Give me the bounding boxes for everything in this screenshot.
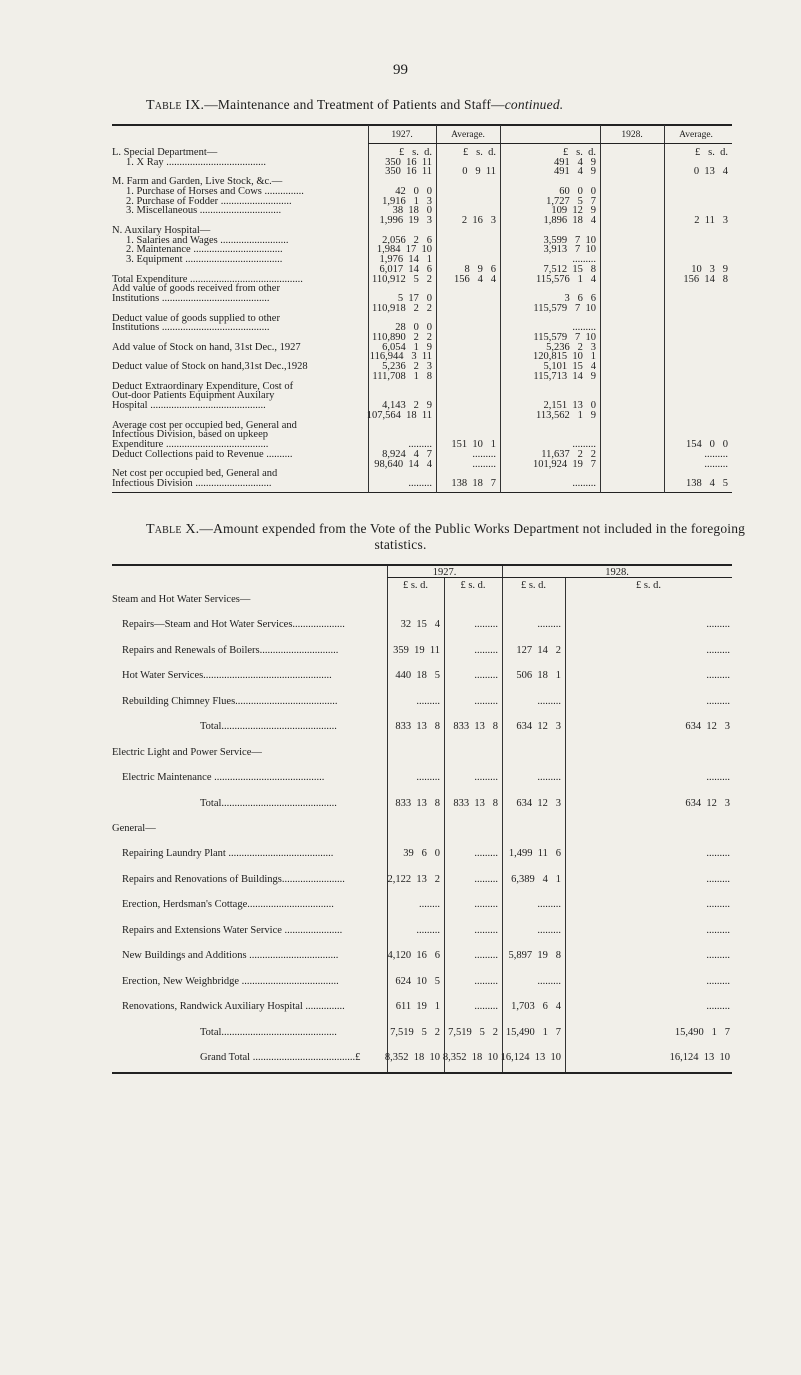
table10-cell-c3: 5,897 19 8 [508,950,561,962]
table9-row-label: Average cost per occupied bed, General and [112,419,297,431]
table9-cell-c3: 3,599 7 10 [543,234,596,246]
table10-row-label: Total............................................ [200,721,337,733]
table10-cell-c4: ......... [706,772,730,784]
table9-cell-c1: 1,916 1 3 [382,195,432,207]
table10-cell-c2: ......... [474,899,498,911]
table10-cell-c1: ......... [416,924,440,936]
table9-row-label: Deduct value of goods supplied to other [112,312,280,324]
table10-cell-c2: ......... [474,772,498,784]
table10-cell-c1: 32 15 4 [400,619,440,631]
table10-cell-c1: 7,519 5 2 [390,1026,440,1038]
table9-header-average: Average. [451,130,485,140]
table9-cell-c3: 109 12 9 [551,205,596,217]
table9-row-label: Add value of goods received from other [112,283,280,295]
table10-caption-prefix: Table X. [146,522,200,537]
table9-cell-c3: 101,924 19 7 [533,458,596,470]
table10-cell-c4: ......... [706,670,730,682]
table9-cell-c3: 115,713 14 9 [533,370,596,382]
table10-row-label: General— [112,823,156,834]
table9-cell-c1: ......... [408,439,432,451]
table10-currency-header: £ s. d. [520,580,547,591]
table9-row-label: 1. Salaries and Wages .......................... [126,234,289,246]
table9-cell-c3: 115,576 1 4 [536,273,596,285]
table9-cell-c4: 156 14 8 [683,273,728,285]
table9-row-label: 3. Miscellaneous ............................... [126,205,282,217]
table9-cell-c1: 350 16 11 [385,156,432,168]
table9-cell-c3: 491 4 9 [554,166,596,178]
table9-cell-c1: 110,890 2 2 [372,331,432,343]
table9-cell-c2: ......... [472,458,496,470]
table10-cell-c3: 127 14 2 [516,644,561,656]
table10-row-label: Steam and Hot Water Services— [112,594,251,605]
table10-cell-c4: ......... [706,899,730,911]
table9-cell-c3: ......... [572,439,596,451]
table9-cell-c3: 491 4 9 [554,156,596,168]
table9-header-1927: 1927. [391,130,413,140]
table10-row-label: Electric Light and Power Service— [112,746,262,758]
table10-row-label: Grand Total .......................................£ [200,1052,361,1063]
table10-cell-c4: ......... [706,950,730,962]
table10-cell-c4: 16,124 13 10 [669,1052,730,1063]
table9-cell-c3: 1,896 18 4 [543,215,596,227]
table9-row-label: Infectious Division, based on upkeep [112,429,269,441]
table10-caption-line2: statistics. [374,537,427,552]
table10-cell-c1: ........ [419,899,440,911]
table10-cell-c4: ......... [706,619,730,631]
table9-cell-c3: ......... [572,478,596,489]
table9-row-label: 2. Purchase of Fodder ........................... [126,195,292,207]
table10-col-divider [387,566,388,1072]
table9-row-label: 1. X Ray ...................................... [126,156,266,168]
table9-row-label: Total Expenditure ........................................... [112,273,303,285]
table10-cell-c4: ......... [706,924,730,936]
table9-cell-c4: 154 0 0 [686,439,728,451]
table9-cell-c4: 138 4 5 [686,478,728,489]
table10-cell-c1: 4,120 16 6 [387,950,440,962]
table10-row-label: Electric Maintenance .......................................... [122,772,325,784]
table10-caption [146,521,745,538]
table9-cell-c3: 115,579 7 10 [533,302,596,314]
table9-cell-c2: 0 9 11 [462,166,496,178]
table9-cell-c1: £ s. d. [399,147,432,158]
table10-cell-c4: ......... [706,975,730,987]
table9-col-divider [664,125,665,493]
table10-cell-c4: 634 12 3 [685,797,730,809]
table9-cell-c1: 350 16 11 [385,166,432,178]
table9-header-rule [368,143,732,144]
table10-row-label: Total............................................ [200,797,337,809]
table10-row-label: Erection, New Weighbridge ..................................... [122,975,339,987]
table9-row-label: Out-door Patients Equipment Auxilary [112,390,275,402]
table9-row-label: N. Auxilary Hospital— [112,224,211,236]
table10-cell-c2: 833 13 8 [453,797,498,809]
table9-cell-c1: 5 17 0 [397,293,432,305]
table10-bottom-rule [112,1072,732,1074]
table9-cell-c2: 151 10 1 [451,439,496,451]
table10-cell-c2: ......... [474,975,498,987]
table10-col-divider [565,578,566,1072]
table9-cell-c1: 28 0 0 [395,322,432,334]
table10-header-1927: 1927. [432,567,457,578]
table10-cell-c3: 15,490 1 7 [505,1026,561,1038]
table9-row-label: Hospital ............................................ [112,400,266,412]
table9-cell-c3: 1,727 5 7 [546,195,596,207]
table9-caption-main: —Maintenance and Treatment of Patients and Staff— [204,97,505,112]
table9-bottom-rule [112,492,732,493]
table9-cell-c3: 2,151 13 0 [543,400,596,412]
table9-cell-c3: 11,637 2 2 [541,448,596,460]
table10-cell-c4: 15,490 1 7 [674,1026,730,1038]
table9-cell-c2: £ s. d. [463,147,496,158]
table9-header-average: Average. [679,130,713,140]
table10-cell-c4: ......... [706,848,730,860]
table10-row-label: Rebuilding Chimney Flues....................................... [122,695,338,707]
table10-col-divider [502,566,503,1072]
table10-cell-c4: ......... [706,695,730,707]
table10-row-label: Total............................................ [200,1026,337,1038]
table10-cell-c2: ......... [474,670,498,682]
table9-cell-c4: 10 3 9 [691,263,728,275]
table10-row-label: Repairs and Renewals of Boilers.............................. [122,644,339,656]
table9-cell-c1: 2,056 2 6 [382,234,432,246]
table9-col-divider [500,125,501,493]
table10-cell-c1: 440 18 5 [395,670,440,682]
table9-cell-c1: 1,984 17 10 [376,244,432,256]
table10-row-label: Repairing Laundry Plant ........................................ [122,848,334,860]
table9-cell-c2: ......... [472,448,496,460]
table9-row-label: M. Farm and Garden, Live Stock, &c.— [112,176,283,188]
table10-cell-c3: ......... [537,619,561,631]
table10-cell-c1: 611 19 1 [395,1001,440,1013]
table10-currency-header: £ s. d. [402,580,429,591]
table10-caption-main: —Amount expended from the Vote of the Public Works Department not included in the foregoing [199,521,746,536]
table9-cell-c1: 8,924 4 7 [382,448,432,460]
table10-cell-c2: ......... [474,695,498,707]
table9-cell-c3: ......... [572,254,596,266]
table10-cell-c3: 1,703 6 4 [511,1001,561,1013]
table9-cell-c4: 0 13 4 [693,166,728,178]
table10-row-label: Erection, Herdsman's Cottage................................. [122,899,334,911]
table9-cell-c3: 115,579 7 10 [533,331,596,343]
table10-cell-c1: ......... [416,695,440,707]
table10-cell-c3: ......... [537,899,561,911]
table10-cell-c1: ......... [416,772,440,784]
table9-col-divider [436,125,437,493]
table9-cell-c3: 113,562 1 9 [536,409,596,421]
table9-header-1928: 1928. [621,130,643,140]
table9-cell-c1: 110,918 2 2 [372,302,432,314]
table10-cell-c4: ......... [706,644,730,656]
table9-caption-prefix: Table IX. [146,98,205,113]
table9-cell-c1: 110,912 5 2 [372,273,432,285]
table10-cell-c3: 16,124 13 10 [500,1052,561,1063]
table9-cell-c1: 4,143 2 9 [382,400,432,412]
table10-cell-c3: 6,389 4 1 [511,873,561,885]
table10-cell-c2: 7,519 5 2 [448,1026,498,1038]
table9-cell-c3: 7,512 15 8 [543,263,596,275]
table9-top-rule [112,124,732,126]
table9-cell-c2: 8 9 6 [464,263,496,275]
table10-cell-c2: ......... [474,950,498,962]
table9-cell-c1: 5,236 2 3 [382,361,432,373]
table10-cell-c2: ......... [474,619,498,631]
table9-cell-c1: 1,976 14 1 [379,254,432,266]
table10-cell-c3: ......... [537,975,561,987]
table9-caption [146,97,563,114]
table10-cell-c1: 833 13 8 [395,721,440,733]
table10-cell-c3: ......... [537,772,561,784]
table9-cell-c1: 116,944 3 11 [369,351,432,363]
table10-cell-c1: 624 10 5 [395,975,440,987]
table10-row-label: Repairs and Renovations of Buildings........................ [122,873,345,885]
table9-cell-c1: 1,996 19 3 [379,215,432,227]
table10-currency-header: £ s. d. [635,580,662,591]
table10-cell-c3: 634 12 3 [516,797,561,809]
table10-cell-c2: ......... [474,1001,498,1013]
table9-cell-c2: 2 16 3 [461,215,496,227]
table10-cell-c4: ......... [706,1001,730,1013]
table9-row-label: Add value of Stock on hand, 31st Dec., 1927 [112,341,301,353]
table9-row-label: Expenditure ....................................... [112,439,269,451]
table9-row-label: Deduct value of Stock on hand,31st Dec.,1928 [112,361,308,373]
table10-cell-c3: 506 18 1 [516,670,561,682]
table9-row-label: Deduct Extraordinary Expenditure, Cost of [112,380,294,392]
table9-cell-c3: ......... [572,322,596,334]
table10-cell-c4: ......... [706,873,730,885]
table9-row-label: Deduct Collections paid to Revenue .......... [112,448,293,460]
table9-cell-c3: 5,236 2 3 [546,341,596,353]
table9-cell-c2: 156 4 4 [454,273,496,285]
table9-row-label: Institutions ......................................... [112,293,270,305]
table10-cell-c1: 833 13 8 [395,797,440,809]
table10-cell-c2: ......... [474,873,498,885]
table10-cell-c3: ......... [537,924,561,936]
table10-row-label: Renovations, Randwick Auxiliary Hospital ............... [122,1001,345,1013]
table10-cell-c2: 833 13 8 [453,721,498,733]
table10-row-label: Repairs—Steam and Hot Water Services.................... [122,619,345,631]
page-number: 99 [393,62,408,78]
table9-caption-cont: continued. [504,97,564,112]
table9-cell-c3: 60 0 0 [559,185,596,197]
table9-cell-c3: 3,913 7 10 [543,244,596,256]
table9-cell-c3: 120,815 10 1 [533,351,596,363]
table10-cell-c3: ......... [537,695,561,707]
table10-row-label: Repairs and Extensions Water Service ...................... [122,924,343,936]
table9-cell-c1: ......... [408,478,432,489]
table9-cell-c1: 38 18 0 [392,205,432,217]
table10-cell-c3: 634 12 3 [516,721,561,733]
table10-currency-header: £ s. d. [460,580,486,591]
table9-row-label: 3. Equipment ..................................... [126,254,283,266]
table9-cell-c3: 5,101 15 4 [543,361,596,373]
table9-row-label: Institutions ......................................... [112,322,270,334]
table9-cell-c4: 2 11 3 [694,215,728,227]
table10-cell-c2: 8,352 18 10 [442,1052,498,1063]
table9-cell-c1: 6,054 1 9 [382,341,432,353]
table10-header-1928: 1928. [605,567,629,578]
table9-cell-c4: £ s. d. [695,147,728,158]
table9-cell-c1: 42 0 0 [395,185,432,197]
table10-cell-c3: 1,499 11 6 [508,848,561,860]
table9-cell-c1: 6,017 14 6 [379,263,432,275]
table9-row-label: L. Special Department— [112,147,218,158]
table10-row-label: Hot Water Services................................................. [122,670,332,682]
table9-cell-c1: 98,640 14 4 [374,458,432,470]
table10-cell-c2: ......... [474,848,498,860]
table9-cell-c3: 3 6 6 [564,293,596,305]
table10-cell-c1: 39 6 0 [403,848,440,860]
table9-cell-c1: 107,564 18 11 [366,409,432,421]
table9-row-label: Net cost per occupied bed, General and [112,468,278,480]
table10-cell-c1: 359 19 11 [393,644,440,656]
table9-row-label: 2. Maintenance .................................. [126,244,283,256]
table9-col-divider [600,125,601,493]
table10-top-rule [112,564,732,566]
table9-row-label: 1. Purchase of Horses and Cows ............... [126,185,304,197]
table10-cell-c1: 8,352 18 10 [384,1052,440,1063]
table9-cell-c2: 138 18 7 [451,478,496,489]
table9-cell-c1: 111,708 1 8 [372,370,432,382]
table9-cell-c4: ......... [704,458,728,470]
table9-row-label: Infectious Division ............................. [112,478,272,489]
table9-cell-c4: ......... [704,448,728,460]
table10-cell-c2: ......... [474,924,498,936]
table10-row-label: New Buildings and Additions .................................. [122,950,339,962]
table9-cell-c3: £ s. d. [563,147,596,158]
table10-cell-c1: 2,122 13 2 [387,873,440,885]
table10-cell-c2: ......... [474,644,498,656]
table10-cell-c4: 634 12 3 [685,721,730,733]
